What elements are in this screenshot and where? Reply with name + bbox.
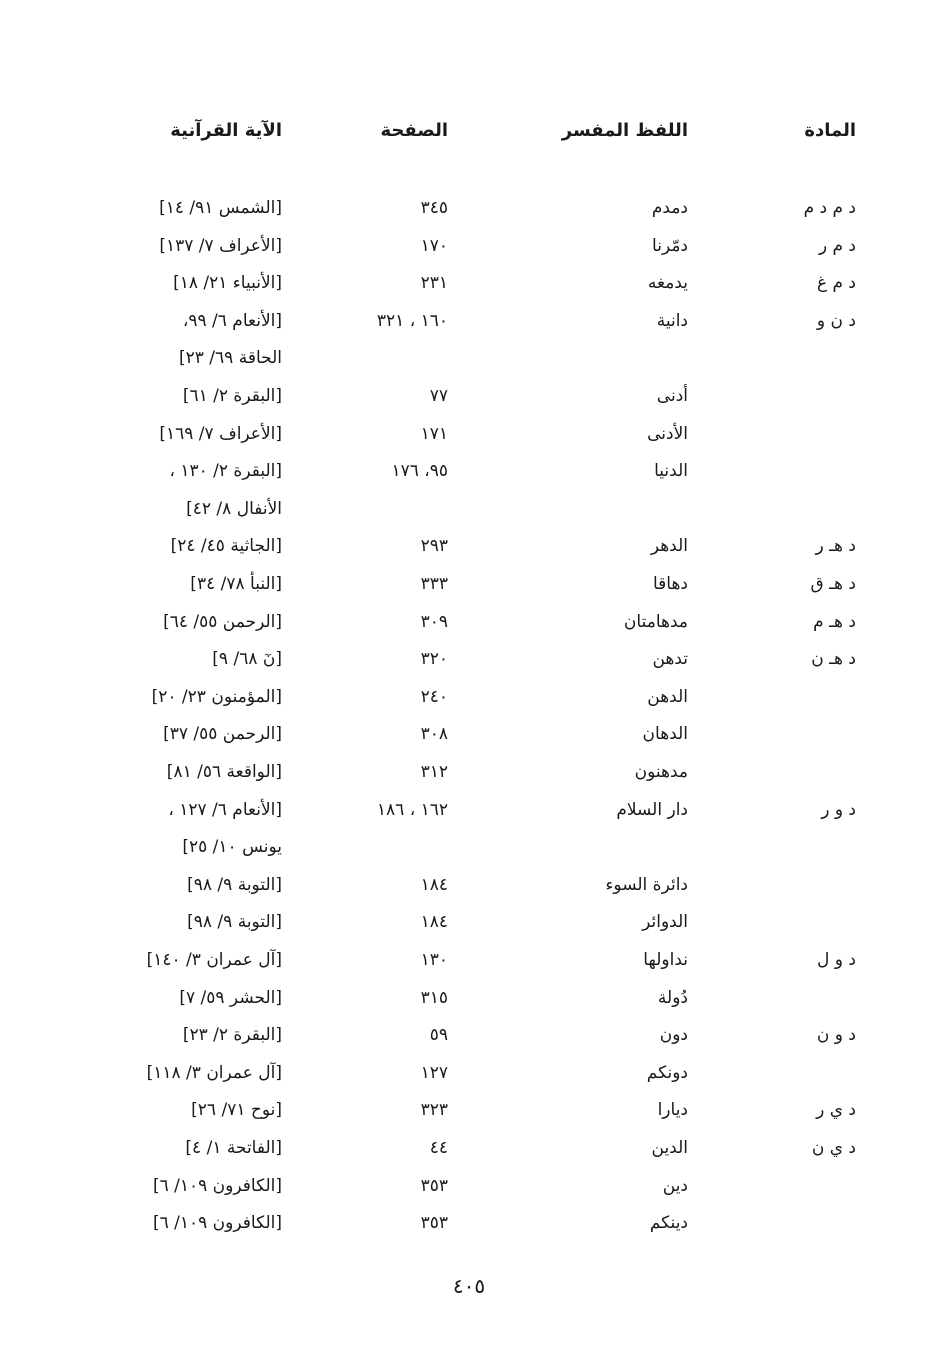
- table-cell-verse: [آل عمران ٣/ ١٤٠]: [146, 950, 282, 970]
- table-cell-root: د و ن: [816, 1025, 856, 1045]
- table-cell-word: دمّرنا: [652, 236, 688, 256]
- table-cell-page: ٧٧: [429, 386, 448, 406]
- table-cell-verse: [الجاثية ٤٥/ ٢٤]: [170, 536, 282, 556]
- table-cell-verse: [الأعراف ٧/ ١٣٧]: [159, 236, 282, 256]
- table-cell-word: دُولة: [657, 988, 688, 1008]
- table-cell-page: ١٧١: [420, 424, 448, 444]
- table-cell-verse: [نٓ ٦٨/ ٩]: [212, 649, 282, 669]
- table-cell-verse: [الكافرون ١٠٩/ ٦]: [152, 1213, 282, 1233]
- table-cell-root: د ي ن: [811, 1138, 856, 1158]
- table-cell-page: ٥٩: [429, 1025, 448, 1045]
- table-cell-verse: [الرحمن ٥٥/ ٣٧]: [163, 724, 282, 744]
- table-cell-word: الدهان: [642, 724, 688, 744]
- table-cell-root: د م ر: [818, 236, 856, 256]
- table-cell-verse: [النبأ ٧٨/ ٣٤]: [190, 574, 282, 594]
- table-cell-root: د و ل: [817, 950, 856, 970]
- table-cell-page: ١٨٤: [420, 912, 448, 932]
- table-cell-verse: [نوح ٧١/ ٢٦]: [191, 1100, 282, 1120]
- table-cell-page: ٢٤٠: [420, 687, 448, 707]
- table-cell-page: ٩٥، ١٧٦: [391, 461, 448, 481]
- table-cell-word: دينكم: [649, 1213, 688, 1233]
- table-cell-word: ديارا: [657, 1100, 688, 1120]
- table-cell-verse: [التوبة ٩/ ٩٨]: [187, 875, 282, 895]
- table-cell-page: ٣٠٨: [420, 724, 448, 744]
- table-cell-root: د ي ر: [816, 1100, 856, 1120]
- table-cell-word: يدمغه: [647, 273, 688, 293]
- table-cell-word: تدهن: [652, 649, 688, 669]
- table-cell-root: د هـ ر: [815, 536, 856, 556]
- table-cell-word: دانية: [656, 311, 688, 331]
- table-cell-page: ١٦٠ ، ٣٢١: [376, 311, 448, 331]
- table-cell-word: مدهامتان: [623, 612, 688, 632]
- table-cell-word: الدنيا: [654, 461, 688, 481]
- table-cell-verse: الأنفال ٨/ ٤٢]: [186, 499, 282, 519]
- table-cell-page: ٤٤: [429, 1138, 448, 1158]
- table-cell-word: الدوائر: [642, 912, 688, 932]
- table-cell-page: ٣٢٣: [420, 1100, 448, 1120]
- table-cell-verse: [البقرة ٢/ ١٣٠ ،: [169, 461, 282, 481]
- table-cell-word: الدهر: [650, 536, 688, 556]
- table-cell-word: دونكم: [646, 1063, 688, 1083]
- table-cell-root: د ن و: [816, 311, 856, 331]
- table-cell-page: ٣٠٩: [420, 612, 448, 632]
- table-cell-word: دهاقا: [652, 574, 688, 594]
- table-cell-verse: [الواقعة ٥٦/ ٨١]: [166, 762, 282, 782]
- table-cell-verse: [التوبة ٩/ ٩٨]: [187, 912, 282, 932]
- header-verse: الآية القرآنية: [170, 120, 282, 141]
- table-cell-word: الأدنى: [647, 424, 688, 444]
- table-cell-word: نداولها: [643, 950, 688, 970]
- table-cell-verse: [الأنعام ٦/ ١٢٧ ،: [168, 800, 282, 820]
- table-cell-page: ٣١٥: [420, 988, 448, 1008]
- table-cell-page: ٣١٢: [420, 762, 448, 782]
- table-cell-verse: [البقرة ٢/ ٢٣]: [182, 1025, 282, 1045]
- header-page: الصفحة: [380, 120, 448, 141]
- table-cell-page: ١٨٤: [420, 875, 448, 895]
- table-cell-verse: [الكافرون ١٠٩/ ٦]: [152, 1176, 282, 1196]
- table-cell-page: ١٢٧: [420, 1063, 448, 1083]
- table-cell-verse: يونس ١٠/ ٢٥]: [182, 837, 282, 857]
- table-cell-word: دمدم: [651, 198, 688, 218]
- table-cell-page: ٣٣٣: [420, 574, 448, 594]
- table-cell-verse: [الفاتحة ١/ ٤]: [185, 1138, 282, 1158]
- table-cell-root: د م غ: [816, 273, 856, 293]
- table-cell-verse: [الرحمن ٥٥/ ٦٤]: [163, 612, 282, 632]
- table-cell-verse: [البقرة ٢/ ٦١]: [182, 386, 282, 406]
- table-cell-word: أدنى: [656, 386, 688, 406]
- table-cell-page: ١٣٠: [420, 950, 448, 970]
- table-cell-verse: [آل عمران ٣/ ١١٨]: [146, 1063, 282, 1083]
- table-cell-word: دون: [659, 1025, 688, 1045]
- table-cell-verse: [الحشر ٥٩/ ٧]: [179, 988, 282, 1008]
- table-cell-word: الدهن: [647, 687, 688, 707]
- table-cell-page: ٣٢٠: [420, 649, 448, 669]
- table-cell-page: ٣٥٣: [420, 1176, 448, 1196]
- table-cell-word: دين: [662, 1176, 688, 1196]
- table-cell-verse: [المؤمنون ٢٣/ ٢٠]: [151, 687, 282, 707]
- table-cell-page: ١٧٠: [420, 236, 448, 256]
- table-cell-word: الدين: [651, 1138, 688, 1158]
- header-word: اللفظ المفسر: [561, 120, 688, 141]
- table-cell-root: د م د م: [803, 198, 856, 218]
- page-number: ٤٠٥: [452, 1274, 486, 1298]
- table-cell-page: ٣٥٣: [420, 1213, 448, 1233]
- table-cell-verse: [الأعراف ٧/ ١٦٩]: [159, 424, 282, 444]
- table-cell-page: ٣٤٥: [420, 198, 448, 218]
- table-cell-verse: الحاقة ٦٩/ ٢٣]: [178, 348, 282, 368]
- table-cell-root: د و ر: [821, 800, 856, 820]
- table-cell-root: د هـ ق: [810, 574, 856, 594]
- table-cell-verse: [الأنعام ٦/ ٩٩،: [182, 311, 282, 331]
- table-cell-word: دائرة السوء: [605, 875, 688, 895]
- table-cell-page: ١٦٢ ، ١٨٦: [376, 800, 448, 820]
- table-cell-word: مدهنون: [634, 762, 688, 782]
- table-cell-root: د هـ ن: [811, 649, 856, 669]
- table-cell-page: ٢٩٣: [420, 536, 448, 556]
- header-root: المادة: [804, 120, 856, 141]
- table-cell-verse: [الشمس ٩١/ ١٤]: [159, 198, 282, 218]
- table-cell-word: دار السلام: [616, 800, 688, 820]
- table-cell-verse: [الأنبياء ٢١/ ١٨]: [173, 273, 282, 293]
- table-cell-root: د هـ م: [813, 612, 856, 632]
- table-cell-page: ٢٣١: [420, 273, 448, 293]
